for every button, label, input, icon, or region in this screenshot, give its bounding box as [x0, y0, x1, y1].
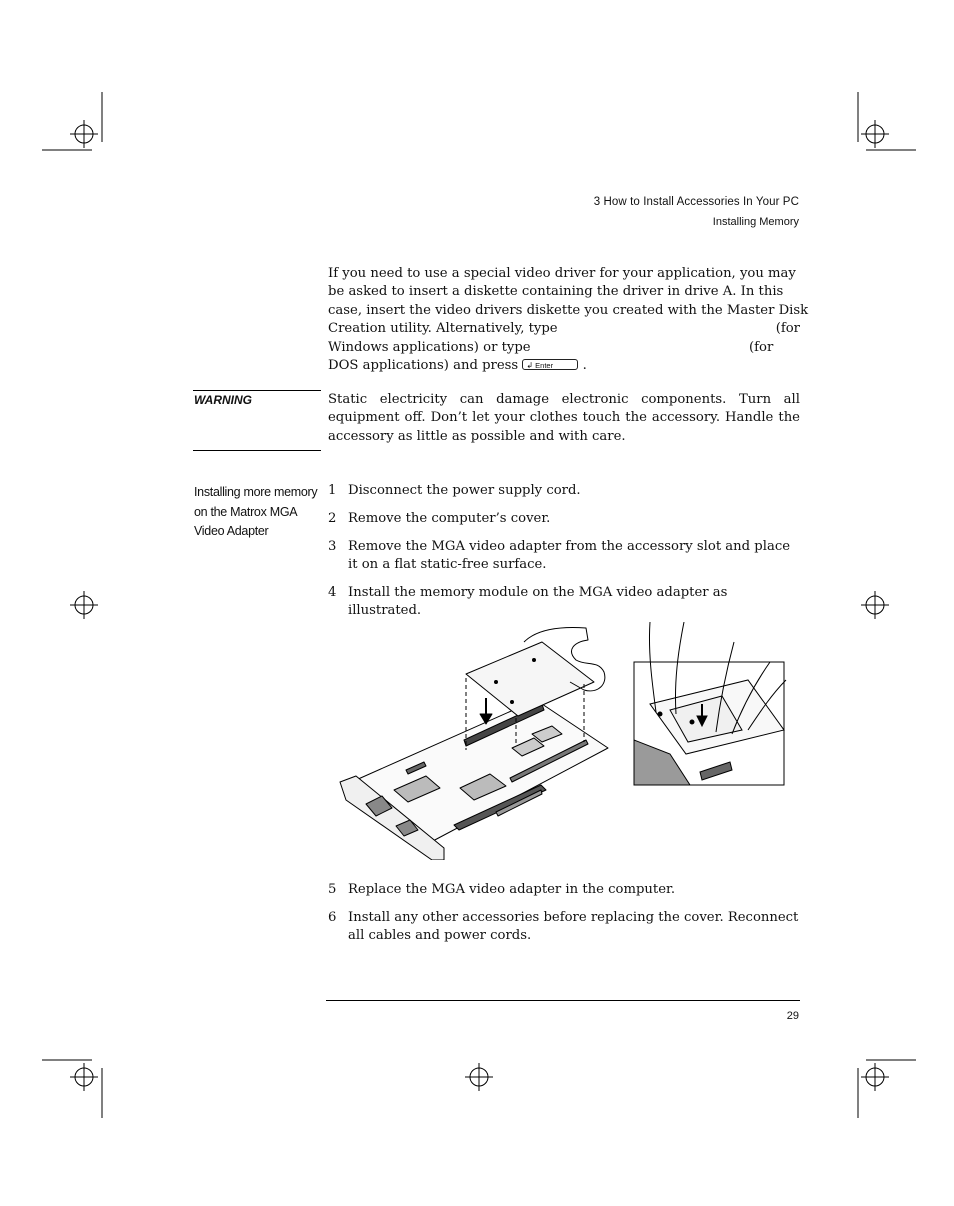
intro-line-5: [328, 339, 800, 357]
intro-line-6: [328, 357, 800, 375]
enter-key-icon: ↲ Enter: [522, 359, 578, 370]
step-4-text: Install the memory module on the MGA video adapter as illustrated.: [348, 585, 728, 619]
intro-line-2: be asked to insert a diskette containing the driver in drive A. In this: [328, 284, 784, 300]
step-2-number: 2: [328, 511, 337, 526]
page-number: 29: [786, 1010, 799, 1022]
step-2-text: Remove the computer’s cover.: [348, 511, 551, 526]
step-5-number: 5: [328, 882, 337, 897]
intro-line-3: case, insert the video drivers diskette you created with the Master Disk: [328, 302, 809, 318]
step-5: [328, 881, 800, 899]
intro-line-5-right: (for: [749, 339, 774, 355]
intro-line-4: [328, 320, 800, 338]
step-3-text: Remove the MGA video adapter from the accessory slot and place it on a flat static-free surface.: [348, 539, 791, 573]
warning-top-rule: [193, 390, 321, 391]
intro-line-4-right: (for: [775, 321, 800, 337]
intro-line-6-left: DOS applications) and press: [328, 357, 519, 373]
running-header-chapter: 3 How to Install Accessories In Your PC: [593, 196, 799, 208]
step-3-number: 3: [328, 539, 337, 554]
running-header-section: Installing Memory: [712, 216, 799, 228]
inset-illustration: [630, 622, 790, 790]
warning-text: Static electricity can damage electronic components. Turn all equipment off. Don’t let your clothes touch the accessory. Handle the accessory as little as possible and with care.: [328, 392, 800, 444]
step-4-number: 4: [328, 585, 337, 600]
step-1-number: 1: [328, 483, 337, 498]
step-4: [328, 584, 800, 621]
warning-label: WARNING: [194, 393, 252, 407]
intro-line-1: If you need to use a special video driver for your application, you may: [328, 266, 796, 281]
step-1-text: Disconnect the power supply cord.: [348, 483, 581, 498]
step-6: [328, 909, 800, 946]
step-3: [328, 538, 800, 575]
enter-key-label: Enter: [535, 360, 554, 370]
warning-bottom-rule: [193, 450, 321, 451]
footer-rule: [326, 1000, 800, 1001]
side-caption: Installing more memory on the Matrox MGA Video Adapter: [194, 485, 318, 538]
step-5-text: Replace the MGA video adapter in the computer.: [348, 882, 676, 897]
step-2: [328, 510, 800, 528]
step-1: [328, 482, 800, 500]
intro-line-5-left: Windows applications) or type: [328, 339, 531, 355]
mga-adapter-illustration: [336, 620, 616, 860]
step-6-text: Install any other accessories before replacing the cover. Reconnect all cables and power cords.: [348, 910, 799, 944]
step-6-number: 6: [328, 910, 337, 925]
intro-line-6-end: .: [582, 357, 587, 373]
intro-line-4-left: Creation utility. Alternatively, type: [328, 321, 558, 337]
intro-paragraph: [328, 265, 809, 375]
